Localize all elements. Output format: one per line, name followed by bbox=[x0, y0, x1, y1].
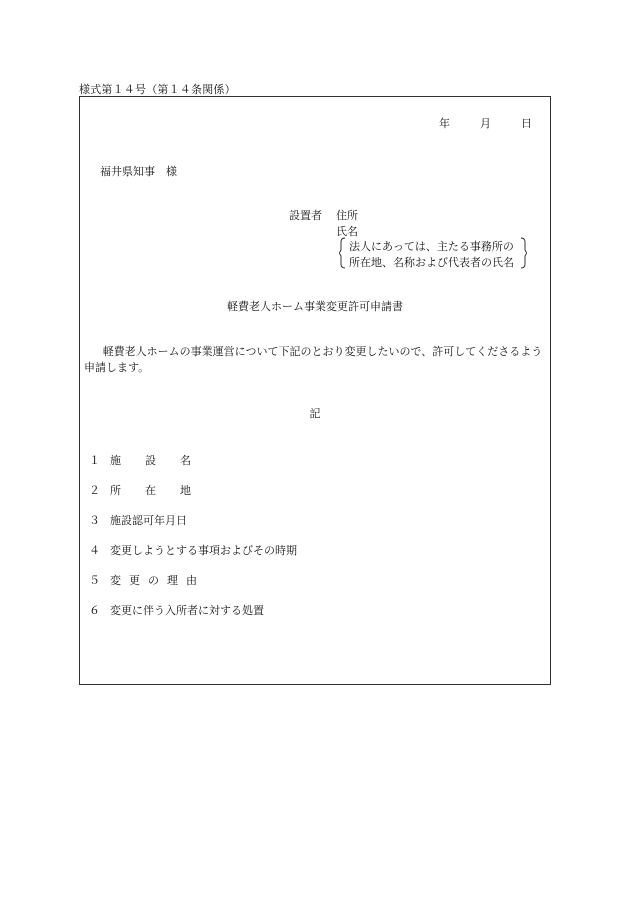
item-number: １ bbox=[89, 454, 100, 467]
date-month-label: 月 bbox=[480, 117, 491, 130]
item-label: 施設認可年月日 bbox=[110, 514, 187, 527]
list-item bbox=[89, 512, 297, 542]
addressee: 福井県知事 様 bbox=[100, 165, 177, 178]
item-list bbox=[89, 452, 297, 632]
form-frame bbox=[79, 96, 551, 685]
item-number: ２ bbox=[89, 484, 100, 497]
applicant-address-label: 住所 bbox=[336, 209, 358, 222]
date-day-label: 日 bbox=[521, 117, 532, 130]
applicant-name-label: 氏名 bbox=[336, 225, 358, 238]
item-label: 変更しようとする事項およびその時期 bbox=[110, 544, 297, 557]
item-label: 変更の理由 bbox=[110, 574, 205, 587]
list-item bbox=[89, 452, 297, 482]
item-label: 変更に伴う入所者に対する処置 bbox=[110, 604, 264, 617]
item-label: 所在地 bbox=[110, 484, 215, 497]
item-number: ４ bbox=[89, 544, 100, 557]
date-line bbox=[439, 115, 532, 131]
date-year-label: 年 bbox=[439, 117, 450, 130]
ki-heading: 記 bbox=[309, 407, 321, 420]
corporate-note-line-2: 所在地、名称および代表者の氏名 bbox=[349, 256, 514, 269]
list-item bbox=[89, 572, 297, 602]
item-number: ３ bbox=[89, 514, 100, 527]
applicant-role-label: 設置者 bbox=[289, 209, 322, 222]
list-item bbox=[89, 602, 297, 632]
document-title: 軽費老人ホーム事業変更許可申請書 bbox=[227, 300, 403, 313]
corporate-note-line-1: 法人にあっては、主たる事務所の bbox=[349, 240, 514, 253]
item-label: 施設名 bbox=[110, 454, 215, 467]
item-number: ６ bbox=[89, 604, 100, 617]
body-text: 軽費老人ホームの事業運営について下記のとおり変更したいので、許可してくださるよう申請します。 bbox=[84, 345, 543, 374]
item-number: ５ bbox=[89, 574, 100, 587]
list-item bbox=[89, 482, 297, 512]
corporate-note bbox=[339, 237, 527, 269]
list-item bbox=[89, 542, 297, 572]
form-number-label: 様式第１４号（第１４条関係） bbox=[79, 83, 236, 96]
